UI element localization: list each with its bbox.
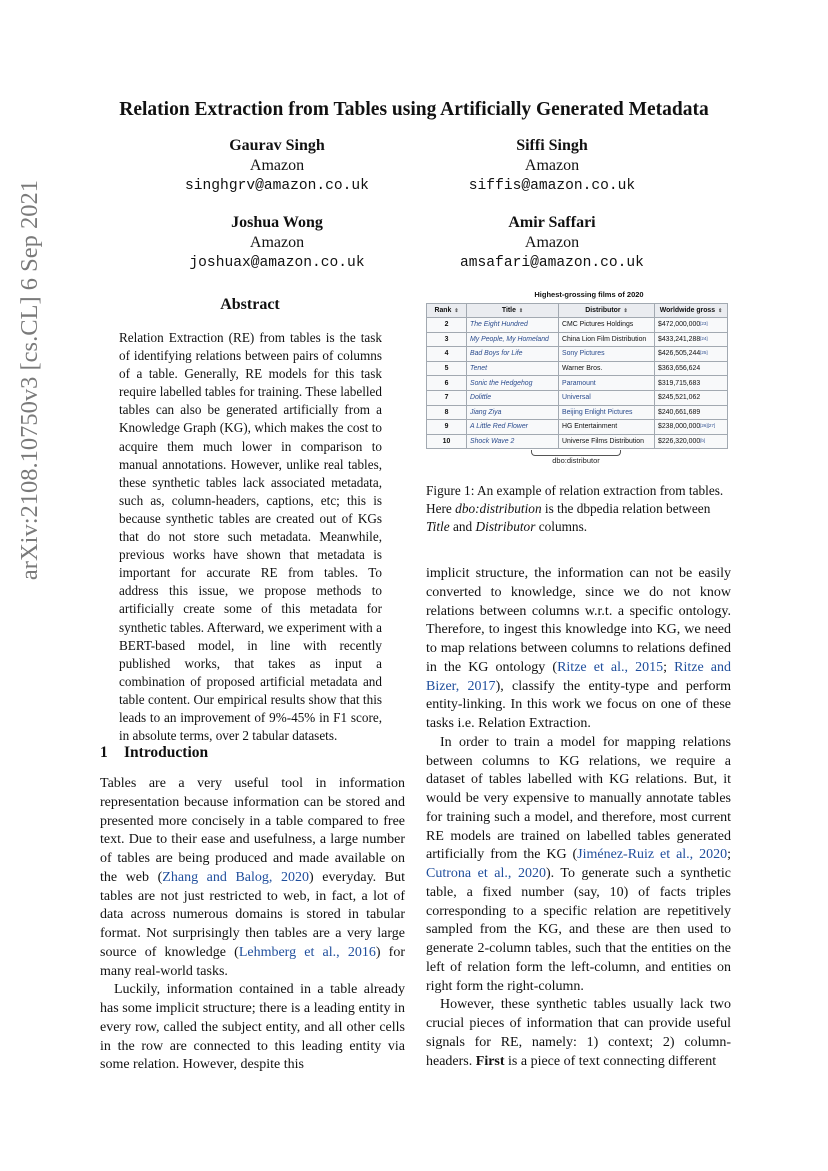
right-column — [426, 565, 731, 1071]
sort-icon[interactable]: ⇕ — [454, 308, 459, 314]
author-affiliation: Amazon — [524, 157, 580, 174]
title-link[interactable]: Dolittle — [467, 390, 559, 405]
distributor-cell: Warner Bros. — [559, 361, 655, 376]
title-link[interactable]: Shock Wave 2 — [467, 434, 559, 449]
gross-cell: $319,715,683 — [655, 376, 728, 391]
relation-annotation — [426, 449, 732, 469]
relation-label: dbo:distributor — [552, 456, 600, 466]
distributor-link[interactable]: Sony Pictures — [559, 347, 655, 362]
gross-cell: $363,656,624 — [655, 361, 728, 376]
column-header-gross[interactable]: Worldwide gross ⇕ — [655, 304, 728, 318]
table-row — [427, 376, 728, 391]
column-header-rank[interactable]: Rank ⇕ — [427, 304, 467, 318]
films-table — [426, 303, 728, 449]
author-email[interactable]: siffis@amazon.co.uk — [468, 178, 636, 194]
section-heading — [100, 744, 400, 762]
sort-icon[interactable]: ⇕ — [518, 308, 524, 314]
distributor-cell: Universe Films Distribution — [559, 434, 655, 449]
title-link[interactable]: My People, My Homeland — [467, 332, 559, 347]
rank-cell: 9 — [427, 420, 467, 435]
citation-link[interactable]: Lehmberg et al., 2016 — [238, 944, 376, 960]
author-email[interactable]: singhgrv@amazon.co.uk — [185, 178, 369, 194]
paragraph: In order to train a model for mapping relations between columns to KG relations, we require a dataset of tables labelled with KG relations. But, it would be very expensive to manually annotate tables for training such a model, and therefore, most current RE models are trained on labelled tables generated artificially from the KG (Jiménez-Ruiz et al., 2020; Cutrona et al., 2020). To generate such a synthetic table, a fixed number (say, 10) of facts triples corresponding to a specific relation are repetitively sampled from the KG, and these are then used to generate 2-column tables, such that the entities on the left of relation form the left-column, and entities on right form the right-column. — [426, 734, 731, 994]
figure-1 — [426, 290, 732, 536]
sort-icon[interactable]: ⇕ — [623, 308, 628, 314]
title-link[interactable]: Jiang Ziya — [467, 405, 559, 420]
abstract-text: Relation Extraction (RE) from tables is the task of identifying relations between pairs of columns of a table. Generally, RE models for this task require labelled tables for training. These labelled tables can also be generated artificially from a Knowledge Graph (KG), which makes the cost to acquire them much lower in comparison to manual annotations. However, unlike real tables, these synthetic tables lack associated metadata, such as, column-headers, captions, etc; this is because synthetic tables are created out of KGs that do not store such metadata. Meanwhile, previous works have shown that metadata is important for accurate RE from tables. To address this issue, we propose methods to artificially create some of this metadata for synthetic tables. Afterward, we experiment with a BERT-based model, in line with recently published works, that takes as input a combination of proposed artificial metadata and table content. Our empirical results show that this leads to an improvement of 9%-45% in F1 score, in absolute terms, over 2 tabular datasets. — [119, 330, 382, 744]
table-row — [427, 332, 728, 347]
table-row — [427, 420, 728, 435]
reference-link[interactable]: [b] — [700, 438, 706, 444]
paragraph: However, these synthetic tables usually lack two crucial pieces of information that can provide useful signals for RE, namely: 1) context; 2) column-headers. First is a piece of text connecting different — [426, 997, 731, 1069]
distributor-cell: HG Entertainment — [559, 420, 655, 435]
table-row — [427, 434, 728, 449]
rank-cell: 4 — [427, 347, 467, 362]
distributor-cell: CMC Pictures Holdings — [559, 318, 655, 333]
rank-cell: 7 — [427, 390, 467, 405]
table-row — [427, 318, 728, 333]
rank-cell: 2 — [427, 318, 467, 333]
author-email[interactable]: joshuax@amazon.co.uk — [189, 255, 365, 271]
author-block — [402, 213, 702, 273]
paper-title: Relation Extraction from Tables using Artificially Generated Metadata — [119, 99, 709, 120]
author-name: Joshua Wong — [231, 214, 323, 231]
gross-cell: $226,320,000[b] — [655, 434, 728, 449]
title-link[interactable]: The Eight Hundred — [467, 318, 559, 333]
distributor-link[interactable]: Beijing Enlight Pictures — [559, 405, 655, 420]
citation-link[interactable]: Ritze and Bizer, 2017 — [426, 659, 732, 694]
title-link[interactable]: Tenet — [467, 361, 559, 376]
arxiv-stamp-text: arXiv:2108.10750v3 [cs.CL] 6 Sep 2021 — [16, 179, 43, 581]
title-link[interactable]: Bad Boys for Life — [467, 347, 559, 362]
author-block — [127, 136, 427, 196]
author-affiliation: Amazon — [524, 234, 580, 251]
reference-link[interactable]: [23] — [700, 321, 708, 327]
citation-link[interactable]: Ritze et al., 2015 — [557, 659, 664, 675]
author-name: Gaurav Singh — [229, 137, 325, 154]
distributor-link[interactable]: Universal — [559, 390, 655, 405]
author-name: Amir Saffari — [508, 214, 596, 231]
paragraph: Tables are a very useful tool in information representation because information can be stored and presented more concisely in a table compared to free text. Due to their ease and usefulness, a large number of tables are being produced and made available on the web (Zhang and Balog, 2020) everyday. But tables are not just restricted to web, in fact, a lot of data across numerous domains is stored in tabular format. Not surprisingly then tables are a very large source of knowledge (Lehmberg et al., 2016) for many real-world tasks. — [100, 776, 405, 979]
column-header-title[interactable]: Title ⇕ — [467, 304, 559, 318]
table-row — [427, 390, 728, 405]
paragraph: Luckily, information contained in a table already has some implicit structure; there is a leading entity in every row, called the subject entity, and all other cells in the row are connected to this leading entity via some relation. However, despite this — [100, 982, 405, 1073]
section-number: 1 — [100, 744, 108, 761]
author-block — [127, 213, 427, 273]
gross-cell: $240,661,689 — [655, 405, 728, 420]
author-affiliation: Amazon — [249, 157, 305, 174]
section-title: Introduction — [124, 744, 209, 761]
table-header-row — [427, 304, 728, 318]
table-title: Highest-grossing films of 2020 — [534, 290, 644, 299]
distributor-link[interactable]: Paramount — [559, 376, 655, 391]
abstract-heading: Abstract — [220, 296, 280, 313]
citation-link[interactable]: Zhang and Balog, 2020 — [162, 869, 310, 885]
title-link[interactable]: Sonic the Hedgehog — [467, 376, 559, 391]
gross-cell: $245,521,062 — [655, 390, 728, 405]
reference-link[interactable]: [25] — [700, 350, 708, 356]
title-link[interactable]: A Little Red Flower — [467, 420, 559, 435]
column-header-distributor[interactable]: Distributor ⇕ — [559, 304, 655, 318]
reference-link[interactable]: [26][27] — [700, 423, 716, 429]
gross-cell: $472,000,000[23] — [655, 318, 728, 333]
gross-cell: $238,000,000[26][27] — [655, 420, 728, 435]
author-name: Siffi Singh — [516, 137, 588, 154]
figure-caption: Figure 1: An example of relation extraction from tables. Here dbo:distribution is the dbpedia relation between Title and Distributor columns. — [426, 483, 724, 535]
sort-icon[interactable]: ⇕ — [718, 308, 723, 314]
paragraph: implicit structure, the information can not be easily converted to knowledge, since we do not know relations between columns w.r.t. a specific ontology. Therefore, to ingest this knowledge into KG, we need to map relations between columns to relations defined in the KG ontology (Ritze et al., 2015; Ritze and Bizer, 2017), classify the entity-type and perform entity-linking. In this work we focus on one of these tasks i.e. Relation Extraction. — [426, 566, 732, 731]
rank-cell: 6 — [427, 376, 467, 391]
distributor-cell: China Lion Film Distribution — [559, 332, 655, 347]
author-email[interactable]: amsafari@amazon.co.uk — [460, 255, 644, 271]
table-row — [427, 361, 728, 376]
citation-link[interactable]: Jiménez-Ruiz et al., 2020 — [577, 847, 728, 863]
author-block — [402, 136, 702, 196]
reference-link[interactable]: [24] — [700, 335, 708, 341]
table-row — [427, 405, 728, 420]
rank-cell: 5 — [427, 361, 467, 376]
left-column — [100, 775, 405, 1075]
gross-cell: $433,241,288[24] — [655, 332, 728, 347]
table-row — [427, 347, 728, 362]
citation-link[interactable]: Cutrona et al., 2020 — [426, 866, 546, 881]
rank-cell: 3 — [427, 332, 467, 347]
rank-cell: 10 — [427, 434, 467, 449]
rank-cell: 8 — [427, 405, 467, 420]
author-affiliation: Amazon — [249, 234, 305, 251]
gross-cell: $426,505,244[25] — [655, 347, 728, 362]
